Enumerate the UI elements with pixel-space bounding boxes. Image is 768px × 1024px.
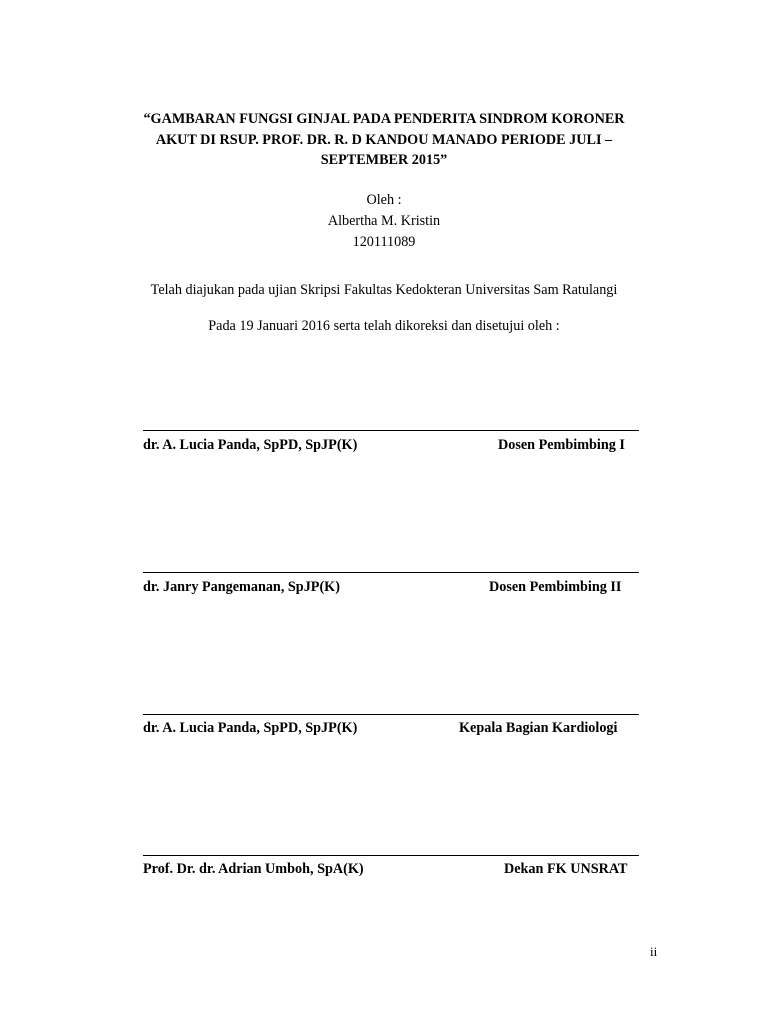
signature-line-3 bbox=[143, 714, 639, 715]
signatory-name-2: dr. Janry Pangemanan, SpJP(K) bbox=[143, 579, 340, 595]
signatory-role-1: Dosen Pembimbing I bbox=[498, 437, 625, 453]
signature-line-2 bbox=[143, 572, 639, 573]
title-line-2: AKUT DI RSUP. PROF. DR. R. D KANDOU MANADO PERIODE JULI – bbox=[155, 131, 613, 148]
author-by-label: Oleh : bbox=[366, 192, 402, 208]
title-line-1: “GAMBARAN FUNGSI GINJAL PADA PENDERITA SINDROM KORONER bbox=[143, 111, 625, 127]
signatory-name-1: dr. A. Lucia Panda, SpPD, SpJP(K) bbox=[143, 437, 358, 453]
author-student-id: 120111089 bbox=[352, 234, 416, 250]
author-name: Albertha M. Kristin bbox=[327, 213, 441, 229]
document-title bbox=[0, 109, 768, 171]
submission-statement: Telah diajukan pada ujian Skripsi Fakultas Kedokteran Universitas Sam Ratulangi bbox=[150, 282, 618, 298]
title-line-3: SEPTEMBER 2015” bbox=[320, 152, 448, 168]
signatory-role-4: Dekan FK UNSRAT bbox=[504, 861, 628, 877]
signature-line-1 bbox=[143, 430, 639, 431]
signatory-name-3: dr. A. Lucia Panda, SpPD, SpJP(K) bbox=[143, 720, 358, 736]
signature-line-4 bbox=[143, 855, 639, 856]
signatory-role-2: Dosen Pembimbing II bbox=[489, 579, 622, 595]
signatory-name-4: Prof. Dr. dr. Adrian Umboh, SpA(K) bbox=[143, 861, 364, 877]
signatory-role-3: Kepala Bagian Kardiologi bbox=[459, 720, 618, 736]
approval-statement: Pada 19 Januari 2016 serta telah dikoreksi dan disetujui oleh : bbox=[208, 318, 560, 334]
page-number: ii bbox=[650, 944, 658, 959]
